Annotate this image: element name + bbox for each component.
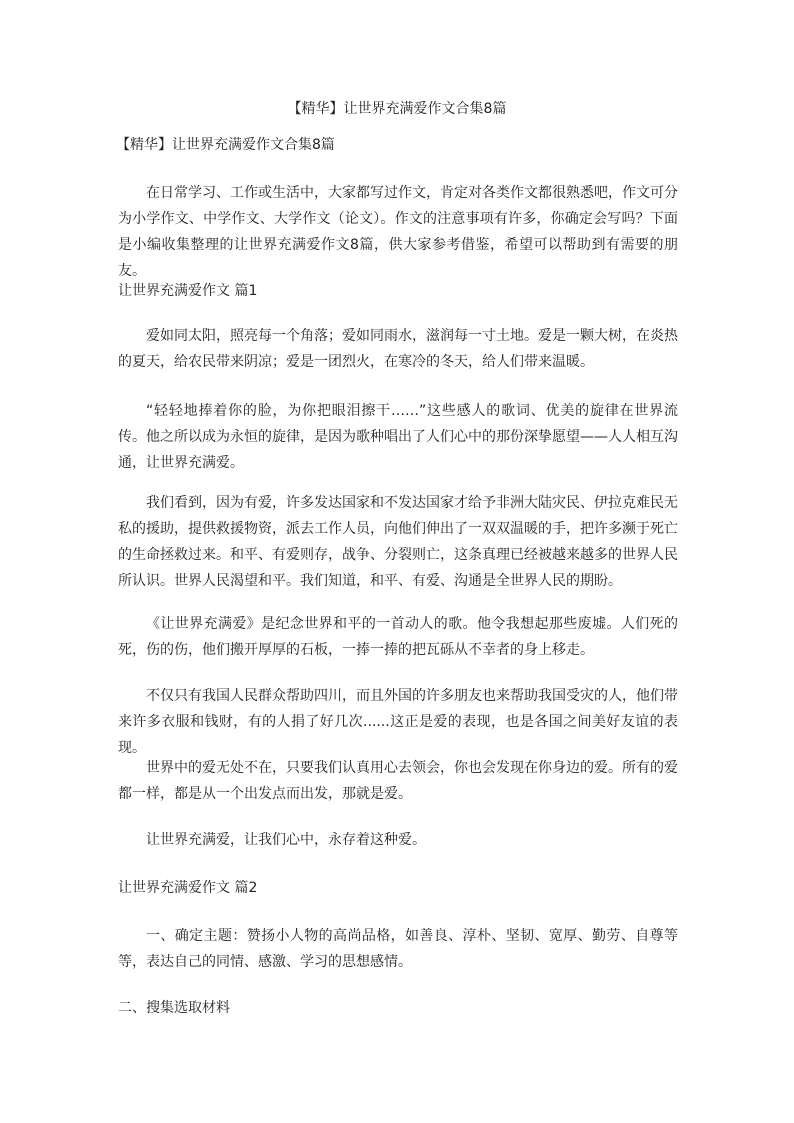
section1-paragraph-7: 让世界充满爱，让我们心中，永存着这种爱。: [146, 832, 426, 848]
document-title: 【精华】让世界充满爱作文合集8篇: [287, 101, 507, 117]
intro-paragraph: 在日常学习、工作或生活中，大家都写过作文，肯定对各类作文都很熟悉吧，作文可分为小学作文、中学作文、大学作文（论文）。作文的注意事项有许多，你确定会写吗？下面是小编收集整理的让世界充满爱作文8篇，供大家参考借鉴，希望可以帮助到有需要的朋友。: [118, 185, 678, 279]
section1-paragraph-4: 《让世界充满爱》是纪念世界和平的一首动人的歌。他令我想起那些废墟。人们死的死，伤的伤，他们搬开厚厚的石板，一捧一捧的把瓦砾从不幸者的身上移走。: [118, 616, 678, 658]
document-subtitle: 【精华】让世界充满爱作文合集8篇: [116, 137, 335, 153]
section1-paragraph-5: 不仅只有我国人民群众帮助四川，而且外国的许多朋友也来帮助我国受灾的人，他们带来许多衣服和钱财，有的人捐了好几次......这正是爱的表现，也是各国之间美好友谊的表现。: [118, 688, 678, 756]
section1-paragraph-6: 世界中的爱无处不在，只要我们认真用心去领会，你也会发现在你身边的爱。所有的爱都一样，都是从一个出发点而出发，那就是爱。: [118, 760, 678, 802]
section1-paragraph-1: 爱如同太阳，照亮每一个角落；爱如同雨水，滋润每一寸土地。爱是一颗大树，在炎热的夏天，给农民带来阴凉；爱是一团烈火，在寒冷的冬天，给人们带来温暖。: [118, 328, 678, 370]
section1-paragraph-2: “轻轻地捧着你的脸，为你把眼泪擦干……”这些感人的歌词、优美的旋律在世界流传。他之所以成为永恒的旋律，是因为歌种唱出了人们心中的那份深挚愿望——人人相互沟通，让世界充满爱。: [118, 403, 678, 471]
section1-heading: 让世界充满爱作文 篇1: [118, 283, 258, 299]
section1-paragraph-3: 我们看到，因为有爱，许多发达国家和不发达国家才给予非洲大陆灾民、伊拉克难民无私的援助，提供救援物资，派去工作人员，向他们伸出了一双双温暖的手，把许多濒于死亡的生命拯救过来。和平、有爱则存，战争、分裂则亡，这条真理已经被越来越多的世界人民所认识。世界人民渴望和平。我们知道，和平、有爱、沟通是全世界人民的期盼。: [118, 495, 678, 589]
section2-subheading: 二、搜集选取材料: [118, 1000, 230, 1016]
section2-heading: 让世界充满爱作文 篇2: [118, 880, 258, 896]
section2-paragraph-1: 一、确定主题：赞扬小人物的高尚品格，如善良、淳朴、坚韧、宽厚、勤劳、自尊等等，表达自己的同情、感激、学习的思想感情。: [118, 928, 678, 970]
